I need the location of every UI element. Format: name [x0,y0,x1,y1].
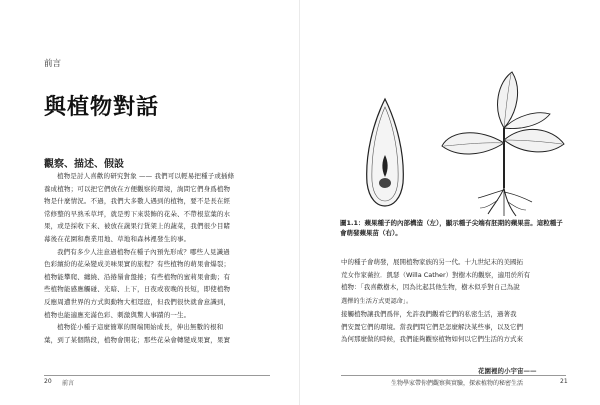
footer-label: 前言 [62,380,75,387]
text-line: 我們有多少人注意過植物在種子內預先形成？哪些人見識過 [57,247,230,256]
quote-line: 選擇的生活方式更認命」。 [341,298,413,305]
section-label: 前言 [44,59,62,69]
right-page-number: 21 [560,378,568,385]
running-header-title: 花園裡的小宇宙—— [478,367,537,375]
chapter-title: 與植物對話 [44,95,160,120]
text-line: 植物是討人喜歡的研究對象 —— 我們可以輕易把種子或插條 [57,172,235,180]
text-line: 接觸植物讓我們爲伴，允許我們觀看它們的私密生活，過著我 [341,310,517,318]
text-line: 果，或是採收下來、被放在蔬果行貨架上的蔬菜，我們很少目睹 [44,222,231,231]
text-line: 色彩繽紛的花朵變成美味果實的旅程？有些植物的萌果會爆裂； [44,260,231,269]
text-line: 物是什麼情況。不過，我們大多數人遇到的植物，要不是長在經 [44,197,231,206]
text-line: 們安置它們的環境。當我們問它們是怎麼解決某些事，以及它們 [341,322,523,331]
left-body-text [44,170,270,346]
footer-rule [44,375,270,376]
apple-seed-illustration [355,95,415,210]
text-line: 常修整的早熟禾草坪，就是剪下來裝飾的花朵、不帶根莖葉的水 [44,209,231,218]
text-line: 反應周遭世界的方式與動物大相逕庭，但我們很快就會意識到， [44,297,231,306]
page-number: 20 [44,378,52,385]
right-body-text-2 [341,308,566,346]
text-line: 荒女作家薇拉．凱瑟（Willa Cather）對樹木的觀察，適用於所有 [341,270,531,279]
running-header-subtitle: 生物學家帶你們觀察與實驗，探索植物的秘密生活 [391,380,524,387]
right-footer-rule [341,375,566,376]
text-line: 養成植物；可以把它們放在方便觀察的環境，詢問它們身爲植物 [44,184,231,193]
apple-seedling-illustration [440,68,570,218]
text-line: 植物：「我喜歡樹木，因為比起其他生物，樹木似乎對自己為說 [341,283,520,292]
text-line: 幕後在花園和農業用地、草地和森林裡發生的事。 [44,234,191,243]
text-line: 植物能攀爬、纏繞、沿捲鬚會盤捲；有些植物的蜜莉果會動；有 [44,272,231,281]
subheading: 觀察、描述、假設 [44,159,124,170]
text-line: 植物也能適應充滿色彩、刺激與驚人事蹟的一生。 [44,310,191,319]
text-line: 中的種子會萌發，展開植物家族的另一代。十九世紀末的美國拓 [341,258,523,266]
text-line: 為何那麼做的時候，我們能夠觀察植物如何以它們生活的方式來 [341,335,523,344]
text-line: 植物從小種子這麼簡單的開端開始成長，伸出無數的根和 [57,323,224,332]
text-line: 些植物能感應觸碰、光暗、上下，日夜或夜晚的長短，即使植物 [44,285,231,294]
right-body-text [341,256,566,294]
text-line: 葉，到了某個階段，植物會開花；那些花朵會轉變成果實，果實 [44,335,231,344]
figure-caption: 圖1.1：蘋果種子的內部構造（左），顯示種子尖端有胚期的蘋果苗。這粒種子會萌發蘋果苗（右）。 [340,219,563,237]
